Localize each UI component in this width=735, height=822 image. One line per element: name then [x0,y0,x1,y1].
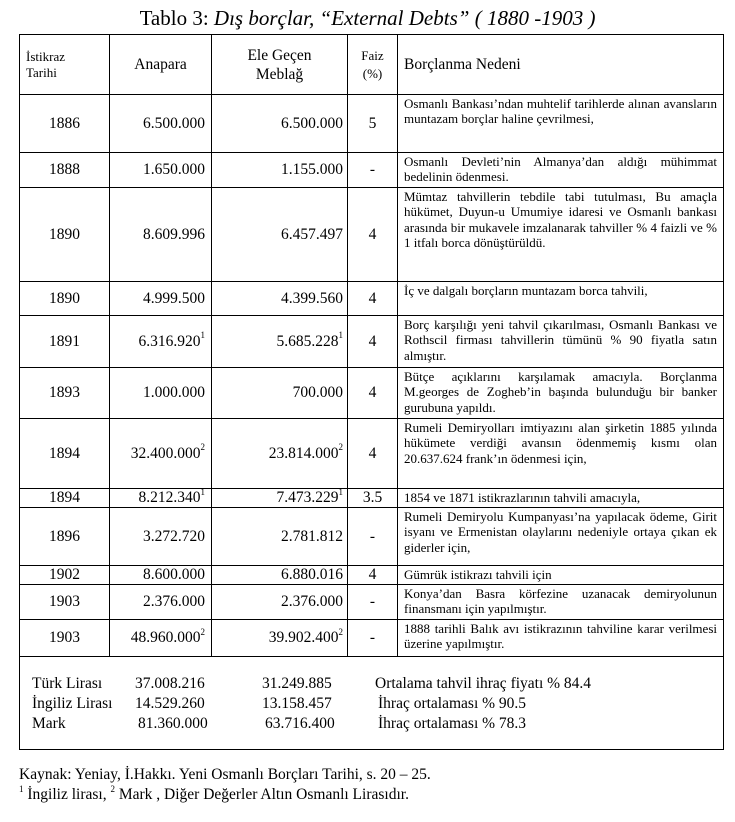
cell-rate: 4 [348,282,398,316]
cell-received: 23.814.000$^2$ [212,419,348,489]
cell-reason: 1888 tarihli Balık avı istikrazının tahviline karar verilmesi üzerine yapılmıştır. [398,620,724,657]
cell-received: 6.500.000 [212,95,348,153]
cell-year: 1891 [20,316,110,368]
summary-principal: 81.360.000 [138,715,208,732]
cell-received: 6.457.497 [212,188,348,282]
table-title [0,6,735,31]
table-row [20,368,724,419]
summary-received: 31.249.885 [262,675,332,692]
cell-reason: İç ve dalgalı borçların muntazam borca tahvili, [398,282,724,316]
cell-received: 2.376.000 [212,585,348,620]
title-range: ( 1880 -1903 ) [474,6,596,30]
cell-principal: 6.500.000 [110,95,212,153]
cell-reason: Bütçe açıklarını karşılamak amacıyla. Borçlanma M.georges de Zogheb’in başında bulunduğu bir banker gurubuna yapıldı. [398,368,724,419]
cell-principal: 4.999.500 [110,282,212,316]
table-row [20,153,724,188]
cell-received: 1.155.000 [212,153,348,188]
table-row [20,95,724,153]
cell-year: 1894 [20,419,110,489]
cell-reason: Mümtaz tahvillerin tebdile tabi tutulması, Bu amaçla hükümet, Duyun-u Umumiye idaresi ve Osmanlı bankası arasında bir mukavele imzalanarak tahviller % 4 faizli ve % 1 itfalı borca dönüştürüldü. [398,188,724,282]
cell-received: 39.902.400$^2$ [212,620,348,657]
cell-reason: Konya’dan Basra körfezine uzanacak demiryolunun finansmanı için yapılmıştır. [398,585,724,620]
cell-rate: - [348,153,398,188]
table-row [20,188,724,282]
cell-received: 2.781.812 [212,508,348,566]
header-received: Ele Geçen Meblağ [212,35,348,95]
cell-rate: - [348,585,398,620]
cell-year: 1896 [20,508,110,566]
summary-note: Ortalama tahvil ihraç fiyatı % 84.4 [375,675,592,692]
cell-rate: 5 [348,95,398,153]
cell-principal: 1.000.000 [110,368,212,419]
cell-principal: 8.600.000 [110,566,212,585]
summary-currency: Mark [32,715,66,732]
footnote: $^1$ İngiliz lirası, $^2$ Mark , Diğer Değerler Altın Osmanlı Lirasıdır. [19,783,409,803]
cell-year: 1890 [20,188,110,282]
cell-reason: Gümrük istikrazı tahvili için [398,566,724,585]
summary-note: İhraç ortalaması % 78.3 [378,715,527,732]
cell-year: 1886 [20,95,110,153]
cell-year: 1902 [20,566,110,585]
cell-principal: 8.212.340$^1$ [110,489,212,508]
table-row [20,316,724,368]
cell-rate: 4 [348,419,398,489]
title-english: “External Debts” [319,6,470,30]
cell-reason: Borç karşılığı yeni tahvil çıkarılması, Osmanlı Bankası ve Rothscil firması tahvillerin tümünü % 90 fiyatla satın almıştır. [398,316,724,368]
cell-rate: - [348,620,398,657]
cell-principal: 32.400.000$^2$ [110,419,212,489]
cell-year: 1893 [20,368,110,419]
table-row [20,419,724,489]
cell-rate: 4 [348,566,398,585]
header-rate: Faiz (%) [348,35,398,95]
cell-year: 1903 [20,585,110,620]
cell-received: 6.880.016 [212,566,348,585]
header-row [20,35,724,95]
cell-reason: 1854 ve 1871 istikrazlarının tahvili amacıyla, [398,489,724,508]
cell-rate: 4 [348,368,398,419]
title-main: Dış borçlar, [213,6,315,30]
summary-currency: Türk Lirası [32,675,103,692]
table-row [20,585,724,620]
header-reason: Borçlanma Nedeni [398,35,724,95]
cell-reason: Osmanlı Devleti’nin Almanya’dan aldığı mühimmat bedelinin ödenmesi. [398,153,724,188]
summary-principal: 14.529.260 [135,695,205,712]
summary-cell [20,657,724,750]
source-note: Kaynak: Yeniay, İ.Hakkı. Yeni Osmanlı Borçları Tarihi, s. 20 – 25. [19,766,431,783]
cell-year: 1894 [20,489,110,508]
cell-principal: 3.272.720 [110,508,212,566]
cell-year: 1888 [20,153,110,188]
cell-reason: Rumeli Demiryolu Kumpanyası’na yapılacak ödeme, Girit isyanı ve Ermenistan olaylarını nedeniyle ortaya çıkan ek giderler için, [398,508,724,566]
cell-received: 7.473.229$^1$ [212,489,348,508]
cell-year: 1890 [20,282,110,316]
external-debts-table [19,34,724,750]
cell-principal: 6.316.920$^1$ [110,316,212,368]
cell-rate: 3.5 [348,489,398,508]
cell-reason: Rumeli Demiryolları imtiyazını alan şirketin 1885 yılında hükümete verdiği avansın ödenmemiş kısmı olan 20.637.624 frank’ın ödenmesi için, [398,419,724,489]
table-row [20,620,724,657]
cell-principal: 2.376.000 [110,585,212,620]
summary-received: 13.158.457 [262,695,332,712]
cell-received: 4.399.560 [212,282,348,316]
cell-received: 5.685.228$^1$ [212,316,348,368]
title-prefix: Tablo 3: [139,6,209,30]
summary-received: 63.716.400 [265,715,335,732]
table-row [20,566,724,585]
cell-rate: 4 [348,188,398,282]
cell-year: 1903 [20,620,110,657]
table-row [20,489,724,508]
cell-principal: 1.650.000 [110,153,212,188]
header-principal: Anapara [110,35,212,95]
summary-row [20,657,724,750]
cell-reason: Osmanlı Bankası’ndan muhtelif tarihlerde alınan avansların muntazam borçlar haline çevrilmesi, [398,95,724,153]
table-row [20,508,724,566]
table-row [20,282,724,316]
cell-rate: - [348,508,398,566]
summary-principal: 37.008.216 [135,675,205,692]
summary-currency: İngiliz Lirası [32,695,113,712]
cell-principal: 48.960.000$^2$ [110,620,212,657]
cell-received: 700.000 [212,368,348,419]
cell-rate: 4 [348,316,398,368]
header-date: İstikraz Tarihi [20,35,110,95]
cell-principal: 8.609.996 [110,188,212,282]
summary-note: İhraç ortalaması % 90.5 [378,695,527,712]
